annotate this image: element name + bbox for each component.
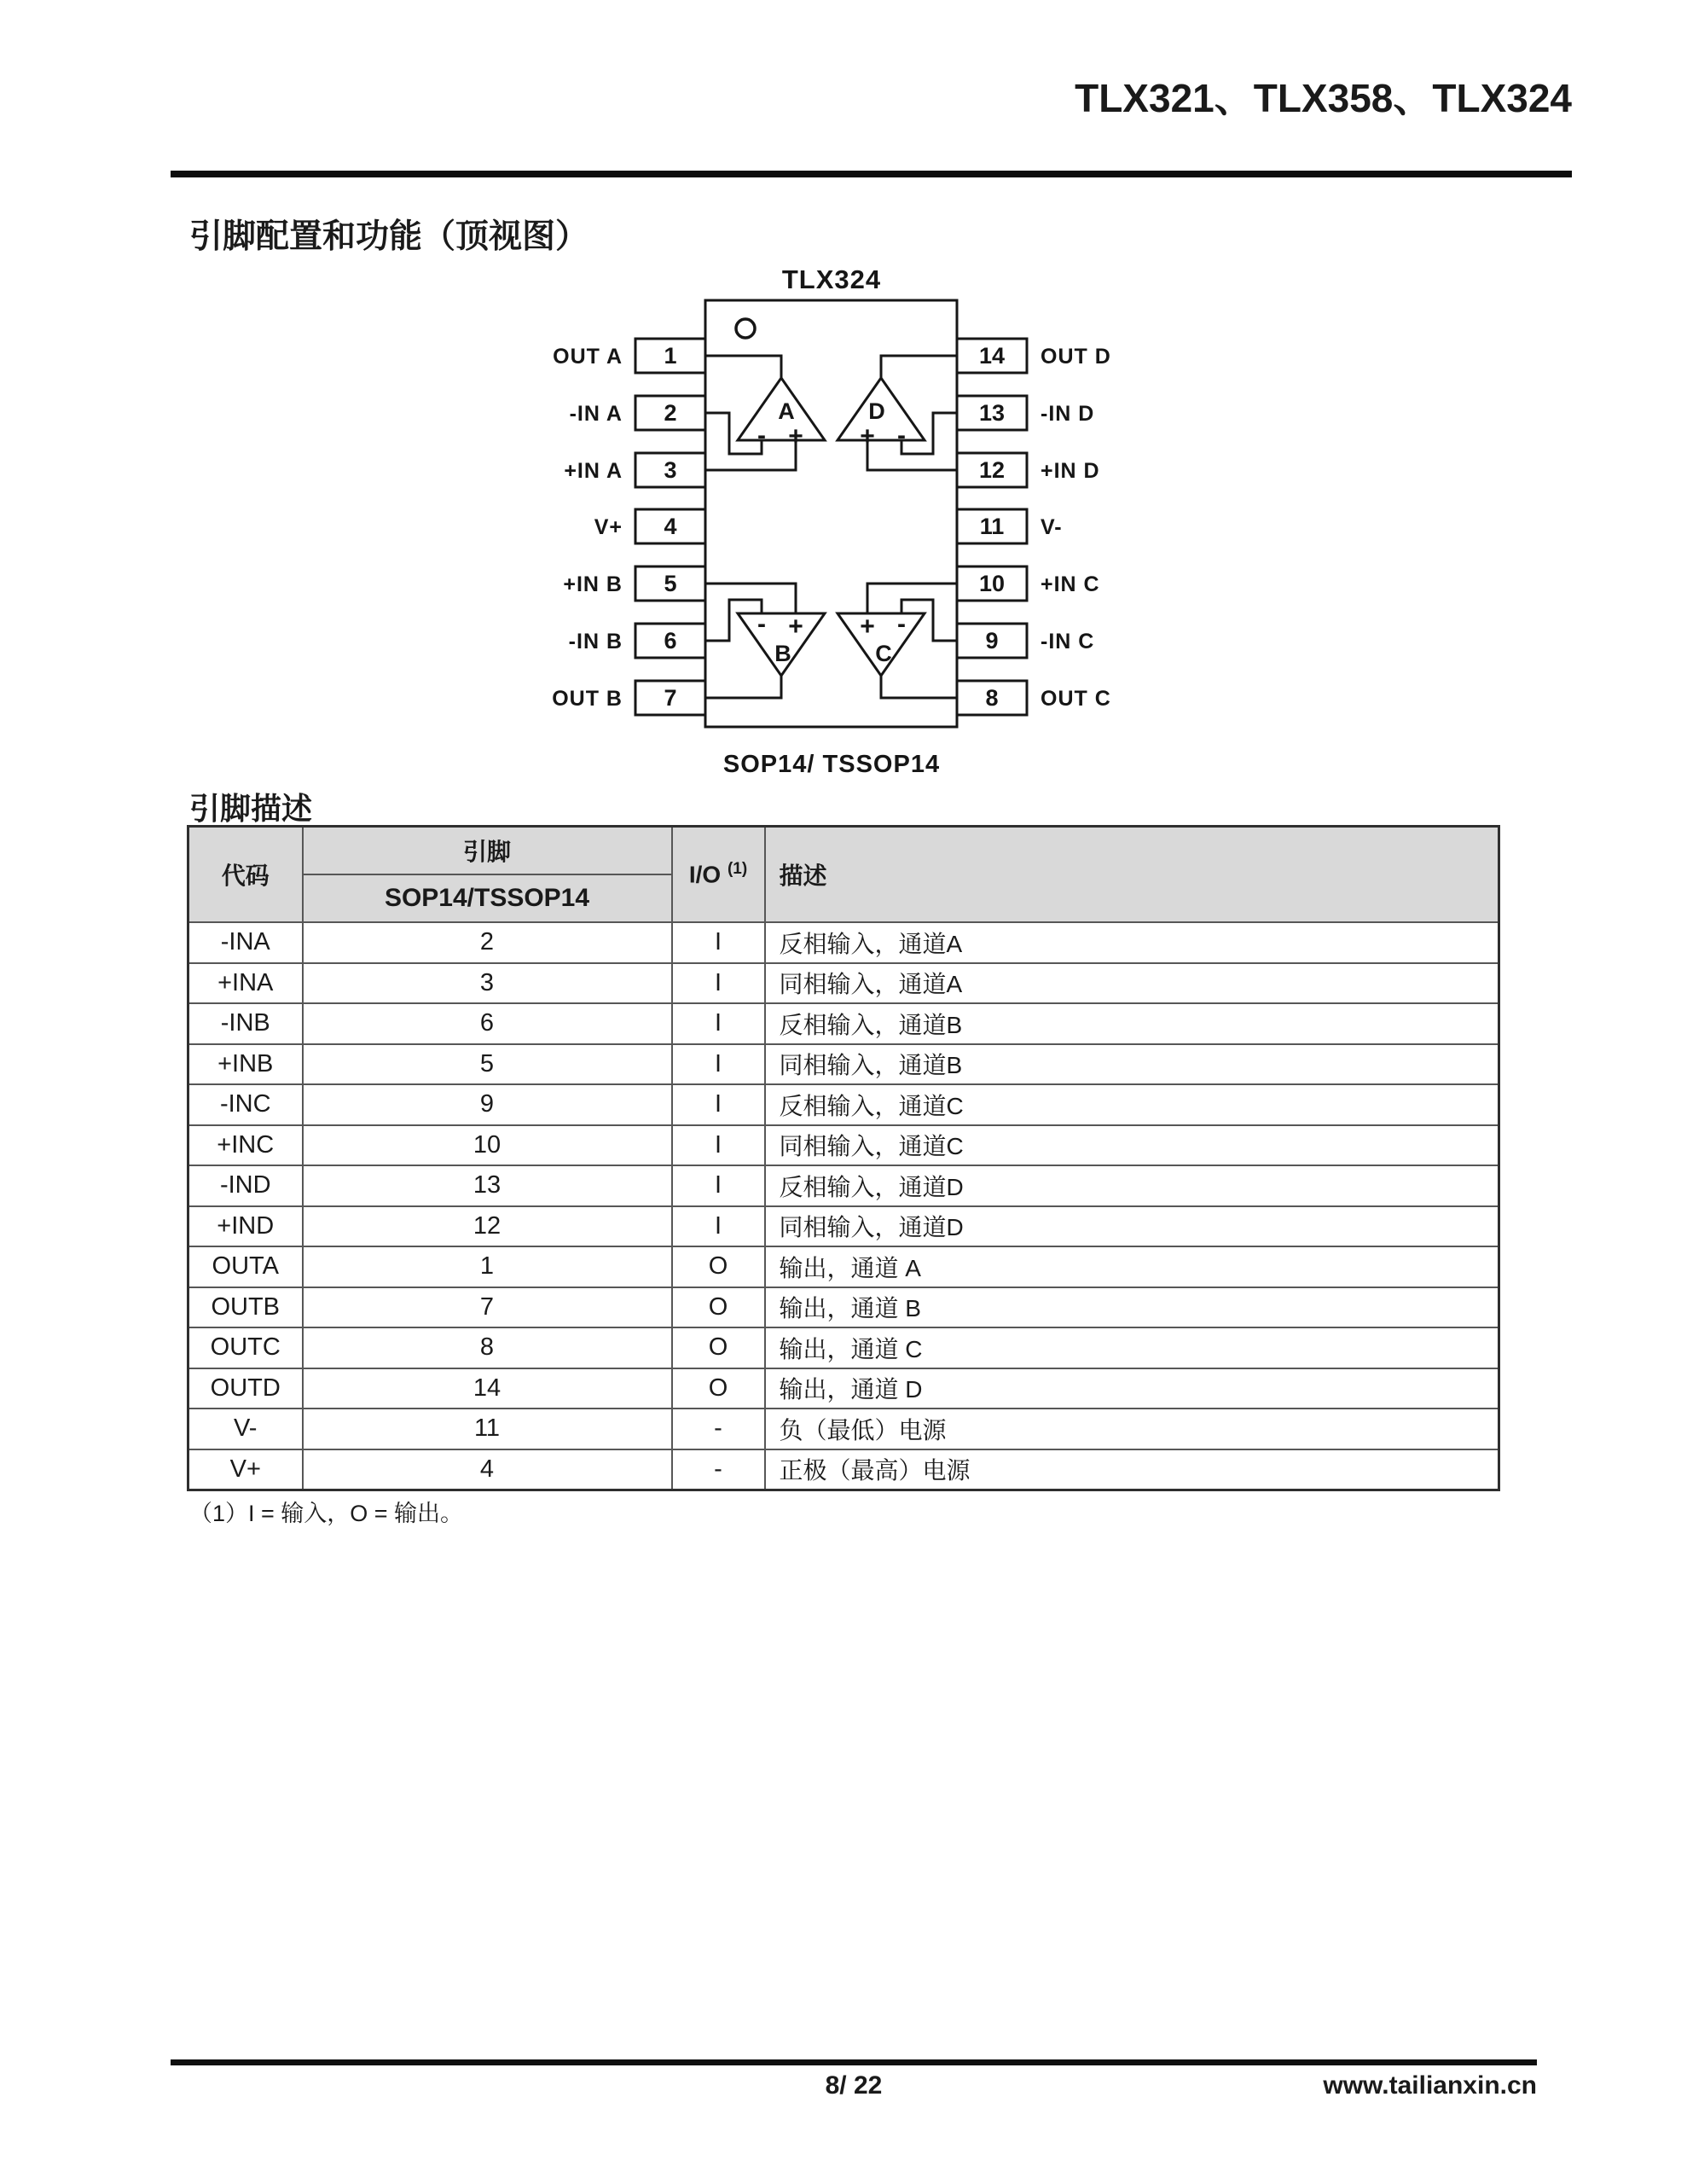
col-subheader-package: SOP14/TSSOP14 (303, 874, 672, 922)
pin-label: OUT C (1041, 687, 1111, 711)
code-cell: OUTD (188, 1368, 303, 1409)
code-cell: V- (188, 1409, 303, 1449)
pin-number: 13 (978, 400, 1006, 426)
table-row (188, 1084, 1499, 1125)
io-cell: I (672, 963, 765, 1004)
pin-label: -IN C (1041, 630, 1095, 653)
pin-number: 10 (978, 571, 1006, 596)
opamp-d-plus-sign: + (860, 422, 875, 450)
pin-label: V- (1041, 515, 1063, 539)
pin-number: 2 (664, 400, 677, 426)
desc-cell: 同相输入，通道A (765, 963, 1499, 1004)
desc-cell: 正极（最高）电源 (765, 1449, 1499, 1490)
pin-label: +IN B (563, 572, 623, 596)
code-cell: OUTA (188, 1246, 303, 1287)
pin-label: +IN D (1041, 459, 1100, 483)
header-rule (171, 171, 1572, 177)
desc-cell: 反相输入，通道B (765, 1003, 1499, 1044)
pin-number: 9 (985, 628, 999, 653)
desc-cell: 输出，通道 D (765, 1368, 1499, 1409)
desc-cell: 同相输入，通道D (765, 1206, 1499, 1247)
desc-cell: 反相输入，通道A (765, 922, 1499, 963)
table-header-row (188, 827, 1499, 875)
pin-cell: 1 (303, 1246, 672, 1287)
footer-rule (171, 2059, 1537, 2065)
code-cell: +INA (188, 963, 303, 1004)
opamp-b-label: B (774, 641, 791, 666)
pin-diagram-svg (512, 246, 1160, 796)
pin-description-table (187, 825, 1500, 1491)
table-row (188, 1246, 1499, 1287)
table-row (188, 1449, 1499, 1490)
desc-cell: 同相输入，通道C (765, 1125, 1499, 1166)
io-footnote-ref: (1) (727, 860, 748, 879)
diagram-chip-title: TLX324 (781, 264, 882, 294)
pin-label: -IN A (569, 402, 623, 426)
table-row (188, 963, 1499, 1004)
opamp-c-plus-sign: + (860, 613, 875, 641)
opamp-d-minus-sign: - (897, 421, 906, 450)
desc-cell: 输出，通道 B (765, 1287, 1499, 1328)
pin-number: 11 (979, 514, 1005, 539)
io-cell: - (672, 1449, 765, 1490)
code-cell: OUTC (188, 1327, 303, 1368)
pin-cell: 7 (303, 1287, 672, 1328)
table-row (188, 1044, 1499, 1085)
page-number: 8/ 22 (825, 2071, 883, 2100)
code-cell: -INC (188, 1084, 303, 1125)
opamp-d-label: D (868, 398, 885, 424)
desc-cell: 负（最低）电源 (765, 1409, 1499, 1449)
io-cell: O (672, 1287, 765, 1328)
table-row (188, 1165, 1499, 1206)
code-cell: -INB (188, 1003, 303, 1044)
code-cell: OUTB (188, 1287, 303, 1328)
table-row (188, 1409, 1499, 1449)
section-title-pin-desc: 引脚描述 (189, 791, 313, 826)
pin-label: OUT D (1041, 345, 1111, 369)
pin-label: OUT B (552, 687, 623, 711)
pin-cell: 11 (303, 1409, 672, 1449)
pin-cell: 4 (303, 1449, 672, 1490)
pin-cell: 9 (303, 1084, 672, 1125)
section-title-pin-config: 引脚配置和功能（顶视图） (189, 218, 589, 255)
pin-cell: 2 (303, 922, 672, 963)
code-cell: V+ (188, 1449, 303, 1490)
pin-cell: 6 (303, 1003, 672, 1044)
code-cell: +INC (188, 1125, 303, 1166)
code-cell: +INB (188, 1044, 303, 1085)
table-row (188, 1125, 1499, 1166)
pin-label: +IN C (1041, 572, 1100, 596)
pin-cell: 10 (303, 1125, 672, 1166)
package-caption: SOP14/ TSSOP14 (722, 751, 941, 778)
io-cell: I (672, 1165, 765, 1206)
table-row (188, 1287, 1499, 1328)
pin-label: V+ (594, 515, 623, 539)
pin-number: 1 (664, 343, 677, 369)
pin-label: -IN B (568, 630, 623, 653)
desc-cell: 反相输入，通道C (765, 1084, 1499, 1125)
pin-number: 14 (978, 343, 1006, 369)
document-title: TLX321、TLX358、TLX324 (1075, 76, 1572, 120)
col-header-desc: 描述 (765, 827, 1499, 923)
pin-number: 7 (664, 685, 677, 711)
io-cell: I (672, 922, 765, 963)
opamp-a-minus-sign: - (757, 421, 766, 450)
io-cell: O (672, 1327, 765, 1368)
pin-cell: 14 (303, 1368, 672, 1409)
opamp-c-minus-sign: - (897, 610, 906, 638)
pin-cell: 12 (303, 1206, 672, 1247)
pin-number: 4 (664, 514, 677, 539)
col-header-code: 代码 (188, 827, 303, 923)
pin-label: OUT A (553, 345, 623, 369)
pin-number: 8 (985, 685, 999, 711)
col-header-io (672, 827, 765, 923)
desc-cell: 反相输入，通道D (765, 1165, 1499, 1206)
io-cell: O (672, 1368, 765, 1409)
opamp-c-label: C (875, 641, 892, 666)
pin-number: 3 (664, 457, 677, 483)
left-pins (552, 339, 705, 715)
opamp-a-label: A (778, 398, 795, 424)
io-header-text: I/O (688, 861, 722, 888)
desc-cell: 同相输入，通道B (765, 1044, 1499, 1085)
io-cell: I (672, 1084, 765, 1125)
io-cell: - (672, 1409, 765, 1449)
code-cell: -IND (188, 1165, 303, 1206)
table-row (188, 1003, 1499, 1044)
io-cell: I (672, 1003, 765, 1044)
table-row (188, 922, 1499, 963)
pin-cell: 3 (303, 963, 672, 1004)
ic-body (705, 300, 957, 727)
io-cell: O (672, 1246, 765, 1287)
pin-number: 12 (978, 457, 1006, 483)
pin-cell: 5 (303, 1044, 672, 1085)
pin-cell: 13 (303, 1165, 672, 1206)
io-cell: I (672, 1044, 765, 1085)
pin-number: 5 (664, 571, 677, 596)
pin-diagram (512, 246, 1160, 796)
table-row (188, 1206, 1499, 1247)
website-url: www.tailianxin.cn (1323, 2071, 1537, 2100)
table-row (188, 1327, 1499, 1368)
right-pins (957, 339, 1111, 715)
code-cell: +IND (188, 1206, 303, 1247)
pin-cell: 8 (303, 1327, 672, 1368)
io-cell: I (672, 1206, 765, 1247)
desc-cell: 输出，通道 A (765, 1246, 1499, 1287)
col-header-pin-group: 引脚 (303, 827, 672, 875)
code-cell: -INA (188, 922, 303, 963)
pin-label: -IN D (1041, 402, 1095, 426)
table-footnote: （1）I = 输入，O = 输出。 (189, 1501, 464, 1526)
pin-number: 6 (664, 628, 677, 653)
opamp-a-plus-sign: + (788, 422, 803, 450)
desc-cell: 输出，通道 C (765, 1327, 1499, 1368)
opamp-b-plus-sign: + (788, 613, 803, 641)
opamp-b-minus-sign: - (757, 610, 766, 638)
io-cell: I (672, 1125, 765, 1166)
table-row (188, 1368, 1499, 1409)
pin-label: +IN A (564, 459, 623, 483)
